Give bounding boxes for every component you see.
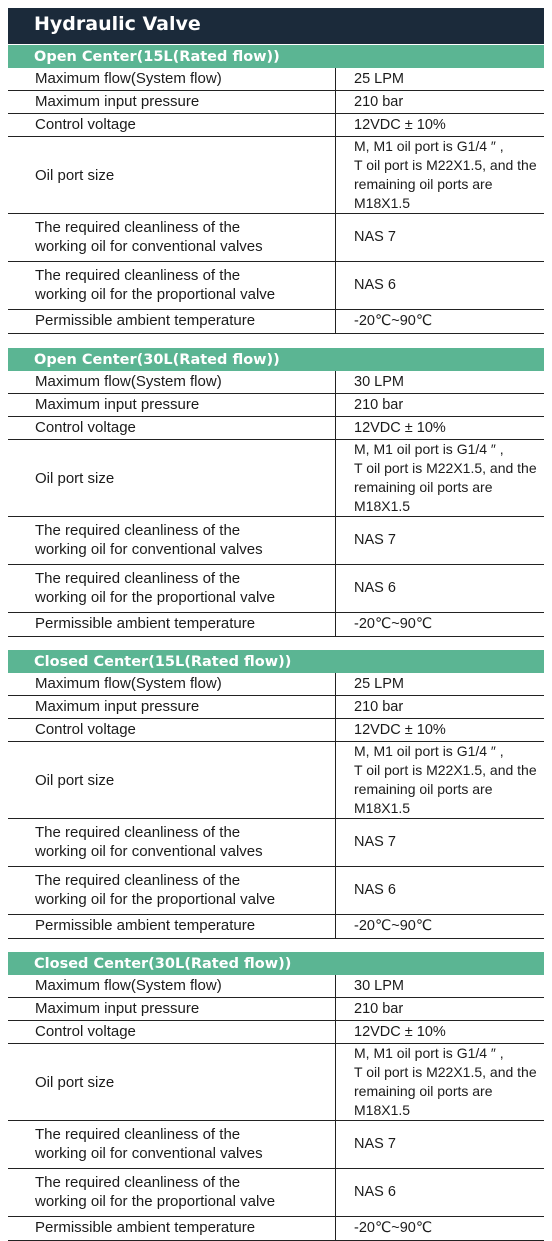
spec-value: NAS 6 (336, 1169, 545, 1217)
spec-label-line: The required cleanliness of the (35, 267, 241, 284)
spec-value-line: T oil port is M22X1.5, and the (354, 762, 537, 778)
spec-label-line: working oil for conventional valves (35, 540, 263, 558)
table-row (8, 613, 544, 637)
spec-label: Permissible ambient temperature (8, 613, 336, 637)
spec-label: Maximum flow(System flow) (8, 68, 336, 91)
spec-table (8, 68, 544, 334)
page-title: Hydraulic Valve (34, 13, 201, 35)
table-row (8, 440, 544, 517)
table-row (8, 915, 544, 939)
spec-value: 12VDC ± 10% (336, 114, 545, 137)
spec-value: -20℃~90℃ (336, 310, 545, 334)
table-row (8, 371, 544, 394)
spec-label-line: working oil for conventional valves (35, 1144, 263, 1162)
spec-value-line: T oil port is M22X1.5, and the (354, 1064, 537, 1080)
spec-value: 30 LPM (336, 371, 545, 394)
table-row (8, 1021, 544, 1044)
table-row (8, 1121, 544, 1169)
spec-value: 210 bar (336, 394, 545, 417)
spec-value: 12VDC ± 10% (336, 719, 545, 742)
spec-label-line: working oil for the proportional valve (35, 588, 276, 606)
spec-value-line: M, M1 oil port is G1/4 ″ , (354, 743, 504, 759)
spec-section (8, 45, 544, 334)
table-row (8, 819, 544, 867)
spec-value: NAS 7 (336, 1121, 545, 1169)
spec-label: Maximum flow(System flow) (8, 371, 336, 394)
spec-label-line: working oil for the proportional valve (35, 1192, 276, 1210)
table-row (8, 719, 544, 742)
spec-value: 12VDC ± 10% (336, 417, 545, 440)
spec-value-line: remaining oil ports are M18X1.5 (354, 176, 493, 211)
section-heading: Closed Center(30L(Rated flow)) (8, 952, 544, 975)
spec-label-line: The required cleanliness of the (35, 219, 241, 236)
spec-value (336, 1044, 545, 1121)
spec-value: -20℃~90℃ (336, 915, 545, 939)
table-row (8, 394, 544, 417)
spec-value: 12VDC ± 10% (336, 1021, 545, 1044)
spec-label-line: The required cleanliness of the (35, 1126, 241, 1143)
spec-label: Control voltage (8, 417, 336, 440)
table-row (8, 565, 544, 613)
spec-label: Maximum input pressure (8, 394, 336, 417)
spec-label-line: The required cleanliness of the (35, 1174, 241, 1191)
spec-label: Permissible ambient temperature (8, 1217, 336, 1241)
spec-value: -20℃~90℃ (336, 1217, 545, 1241)
spec-label: Maximum input pressure (8, 91, 336, 114)
table-row (8, 310, 544, 334)
table-row (8, 137, 544, 214)
table-row (8, 696, 544, 719)
spec-label (8, 214, 336, 262)
spec-value: 210 bar (336, 998, 545, 1021)
spec-label: Maximum input pressure (8, 998, 336, 1021)
spec-section (8, 650, 544, 939)
spec-value-line: M, M1 oil port is G1/4 ″ , (354, 138, 504, 154)
table-row (8, 867, 544, 915)
table-row (8, 1044, 544, 1121)
spec-label: Oil port size (8, 1044, 336, 1121)
spec-label-line: The required cleanliness of the (35, 522, 241, 539)
spec-label: Control voltage (8, 1021, 336, 1044)
spec-value: 210 bar (336, 696, 545, 719)
table-row (8, 742, 544, 819)
spec-value-line: remaining oil ports are M18X1.5 (354, 479, 493, 514)
spec-label (8, 517, 336, 565)
spec-label (8, 867, 336, 915)
table-row (8, 1169, 544, 1217)
spec-value-line: M, M1 oil port is G1/4 ″ , (354, 441, 504, 457)
table-row (8, 68, 544, 91)
spec-label-line: working oil for the proportional valve (35, 890, 276, 908)
spec-section (8, 348, 544, 637)
spec-value-line: T oil port is M22X1.5, and the (354, 157, 537, 173)
spec-table (8, 673, 544, 939)
spec-label (8, 819, 336, 867)
spec-value: -20℃~90℃ (336, 613, 545, 637)
spec-value: 210 bar (336, 91, 545, 114)
spec-label: Maximum flow(System flow) (8, 975, 336, 998)
spec-label: Permissible ambient temperature (8, 915, 336, 939)
table-row (8, 998, 544, 1021)
spec-label: Control voltage (8, 719, 336, 742)
spec-label (8, 262, 336, 310)
spec-value (336, 440, 545, 517)
spec-label-line: The required cleanliness of the (35, 570, 241, 587)
spec-table (8, 371, 544, 637)
table-row (8, 417, 544, 440)
spec-section (8, 952, 544, 1241)
spec-value: NAS 7 (336, 819, 545, 867)
title-bar (8, 8, 544, 44)
spec-label-line: The required cleanliness of the (35, 824, 241, 841)
spec-value-line: T oil port is M22X1.5, and the (354, 460, 537, 476)
spec-value: NAS 6 (336, 262, 545, 310)
table-row (8, 214, 544, 262)
spec-table (8, 975, 544, 1241)
table-row (8, 114, 544, 137)
spec-value: NAS 7 (336, 517, 545, 565)
spec-value: NAS 7 (336, 214, 545, 262)
spec-label-line: The required cleanliness of the (35, 872, 241, 889)
spec-value-line: M, M1 oil port is G1/4 ″ , (354, 1045, 504, 1061)
spec-value: NAS 6 (336, 565, 545, 613)
table-row (8, 517, 544, 565)
section-heading: Open Center(15L(Rated flow)) (8, 45, 544, 68)
section-heading: Open Center(30L(Rated flow)) (8, 348, 544, 371)
spec-label (8, 565, 336, 613)
table-row (8, 1217, 544, 1241)
spec-value-line: remaining oil ports are M18X1.5 (354, 1083, 493, 1118)
spec-label: Permissible ambient temperature (8, 310, 336, 334)
spec-value: 25 LPM (336, 673, 545, 696)
spec-label: Maximum input pressure (8, 696, 336, 719)
spec-label: Maximum flow(System flow) (8, 673, 336, 696)
spec-label-line: working oil for conventional valves (35, 237, 263, 255)
spec-label: Oil port size (8, 137, 336, 214)
spec-value (336, 742, 545, 819)
section-heading: Closed Center(15L(Rated flow)) (8, 650, 544, 673)
spec-value: 25 LPM (336, 68, 545, 91)
spec-label-line: working oil for conventional valves (35, 842, 263, 860)
table-row (8, 262, 544, 310)
spec-label (8, 1121, 336, 1169)
spec-label: Control voltage (8, 114, 336, 137)
spec-value: NAS 6 (336, 867, 545, 915)
spec-label-line: working oil for the proportional valve (35, 285, 276, 303)
spec-label (8, 1169, 336, 1217)
spec-value-line: remaining oil ports are M18X1.5 (354, 781, 493, 816)
spec-value: 30 LPM (336, 975, 545, 998)
spec-label: Oil port size (8, 440, 336, 517)
spec-label: Oil port size (8, 742, 336, 819)
table-row (8, 975, 544, 998)
spec-value (336, 137, 545, 214)
table-row (8, 91, 544, 114)
table-row (8, 673, 544, 696)
